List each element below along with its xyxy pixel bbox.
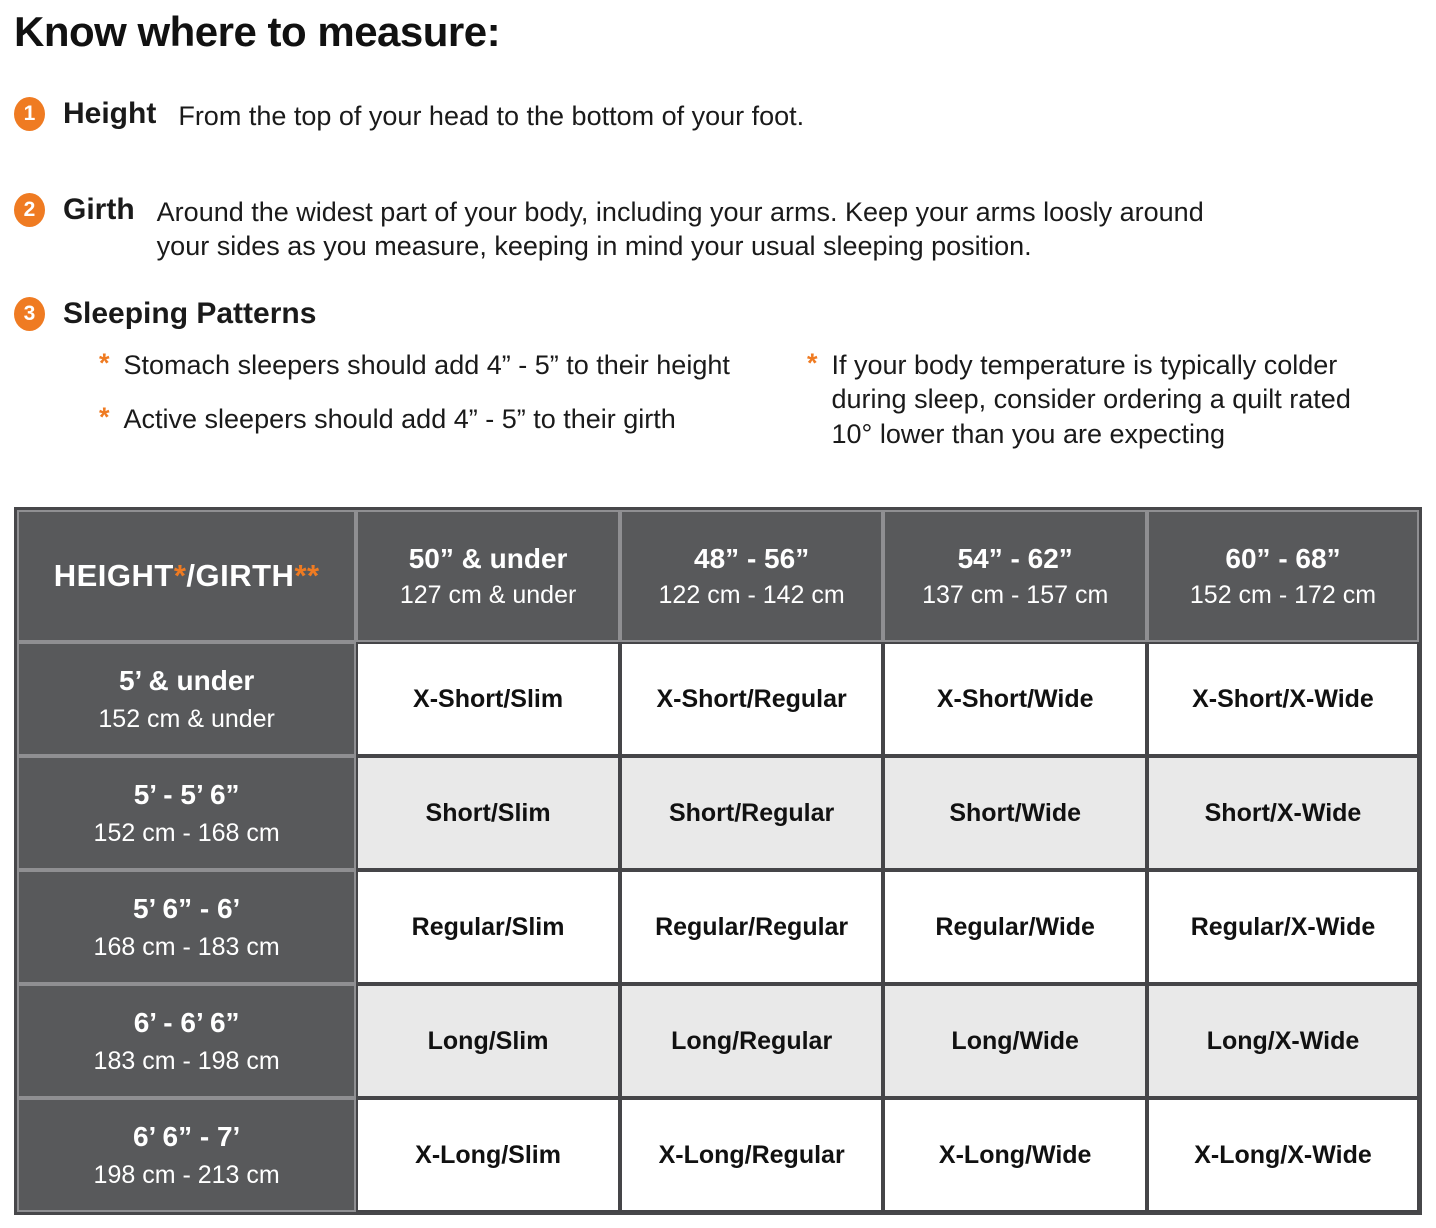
- height-row-header: [17, 1098, 356, 1212]
- height-range-cm: 152 cm - 168 cm: [93, 818, 280, 847]
- table-row: [17, 1098, 1419, 1212]
- height-row-header: [17, 642, 356, 756]
- size-chart-table: [14, 507, 1422, 1215]
- corner-header-cell: [17, 510, 356, 642]
- size-cell: Regular/X-Wide: [1147, 870, 1419, 984]
- step-sleeping-patterns-label: Sleeping Patterns: [63, 296, 317, 330]
- height-row-header: [17, 984, 356, 1098]
- step-number-badge: 1: [14, 97, 45, 131]
- step-girth-description: Around the widest part of your body, including your arms. Keep your arms loosly around your sides as you measure, keeping in mind your usual sleeping position.: [156, 196, 1204, 262]
- size-cell: X-Long/X-Wide: [1147, 1098, 1419, 1212]
- sizing-guide-page: [0, 8, 1436, 1215]
- height-range-feet: 5’ - 5’ 6”: [133, 779, 240, 811]
- page-title: Know where to measure:: [14, 8, 501, 55]
- girth-asterisks: **: [294, 558, 320, 594]
- size-cell: X-Long/Wide: [883, 1098, 1147, 1212]
- table-header-row: [17, 510, 1419, 642]
- step-number-badge: 2: [14, 193, 45, 227]
- step-girth-label: Girth: [63, 192, 135, 226]
- size-cell: Regular/Regular: [620, 870, 884, 984]
- girth-range-cm: 122 cm - 142 cm: [658, 581, 845, 610]
- asterisk-marker: *: [99, 347, 110, 378]
- girth-range-cm: 127 cm & under: [399, 581, 577, 610]
- height-range-feet: 6’ 6” - 7’: [132, 1121, 241, 1153]
- height-girth-label: HEIGHT*/GIRTH**: [53, 558, 320, 594]
- step-girth: [14, 192, 1422, 264]
- step-height-description: From the top of your head to the bottom of your foot.: [178, 101, 805, 132]
- height-range-feet: 6’ - 6’ 6”: [133, 1007, 240, 1039]
- table-row: [17, 984, 1419, 1098]
- sleeping-pattern-notes: [14, 348, 1422, 457]
- girth-column-header: [883, 510, 1147, 642]
- size-cell: Regular/Wide: [883, 870, 1147, 984]
- girth-column-header: [1147, 510, 1419, 642]
- girth-range-inches: 50” & under: [408, 542, 568, 574]
- girth-range-inches: 54” - 62”: [957, 542, 1073, 574]
- note-body-temperature: [807, 348, 1382, 457]
- girth-range-cm: 137 cm - 157 cm: [922, 581, 1109, 610]
- size-cell: Long/Wide: [883, 984, 1147, 1098]
- size-cell: Long/X-Wide: [1147, 984, 1419, 1098]
- asterisk-marker: *: [99, 402, 110, 433]
- height-range-cm: 198 cm - 213 cm: [93, 1160, 280, 1189]
- asterisk-marker: *: [807, 347, 818, 378]
- table-row: [17, 642, 1419, 756]
- size-cell: Regular/Slim: [356, 870, 620, 984]
- height-range-feet: 5’ & under: [118, 665, 255, 697]
- table-row: [17, 870, 1419, 984]
- girth-range-inches: 48” - 56”: [694, 542, 810, 574]
- size-cell: Short/Wide: [883, 756, 1147, 870]
- height-range-cm: 152 cm & under: [98, 704, 275, 733]
- size-cell: X-Short/Wide: [883, 642, 1147, 756]
- size-cell: X-Long/Regular: [620, 1098, 884, 1212]
- height-row-header: [17, 870, 356, 984]
- girth-column-header: [356, 510, 620, 642]
- height-range-feet: 5’ 6” - 6’: [132, 893, 241, 925]
- size-cell: Short/Regular: [620, 756, 884, 870]
- size-cell: X-Short/Regular: [620, 642, 884, 756]
- size-cell: X-Long/Slim: [356, 1098, 620, 1212]
- girth-column-header: [620, 510, 884, 642]
- step-number-badge: 3: [14, 297, 45, 331]
- size-cell: Short/Slim: [356, 756, 620, 870]
- step-height: [14, 96, 1422, 134]
- step-sleeping-patterns: [14, 296, 1422, 332]
- note-text: If your body temperature is typically colder during sleep, consider ordering a quilt rated 10° lower than you are expecting: [831, 349, 1351, 450]
- height-row-header: [17, 756, 356, 870]
- girth-range-inches: 60” - 68”: [1225, 542, 1341, 574]
- note-stomach-sleepers: [99, 348, 759, 383]
- size-cell: X-Short/Slim: [356, 642, 620, 756]
- size-cell: Long/Slim: [356, 984, 620, 1098]
- table-row: [17, 756, 1419, 870]
- height-range-cm: 183 cm - 198 cm: [93, 1046, 280, 1075]
- note-active-sleepers: [99, 402, 759, 437]
- height-range-cm: 168 cm - 183 cm: [93, 932, 280, 961]
- girth-range-cm: 152 cm - 172 cm: [1189, 581, 1377, 610]
- note-text: Stomach sleepers should add 4” - 5” to their height: [123, 349, 730, 380]
- height-asterisk: *: [173, 558, 187, 594]
- notes-left-column: [99, 348, 759, 457]
- size-cell: Short/X-Wide: [1147, 756, 1419, 870]
- size-cell: X-Short/X-Wide: [1147, 642, 1419, 756]
- step-height-label: Height: [63, 97, 157, 131]
- note-text: Active sleepers should add 4” - 5” to their girth: [123, 404, 676, 435]
- size-cell: Long/Regular: [620, 984, 884, 1098]
